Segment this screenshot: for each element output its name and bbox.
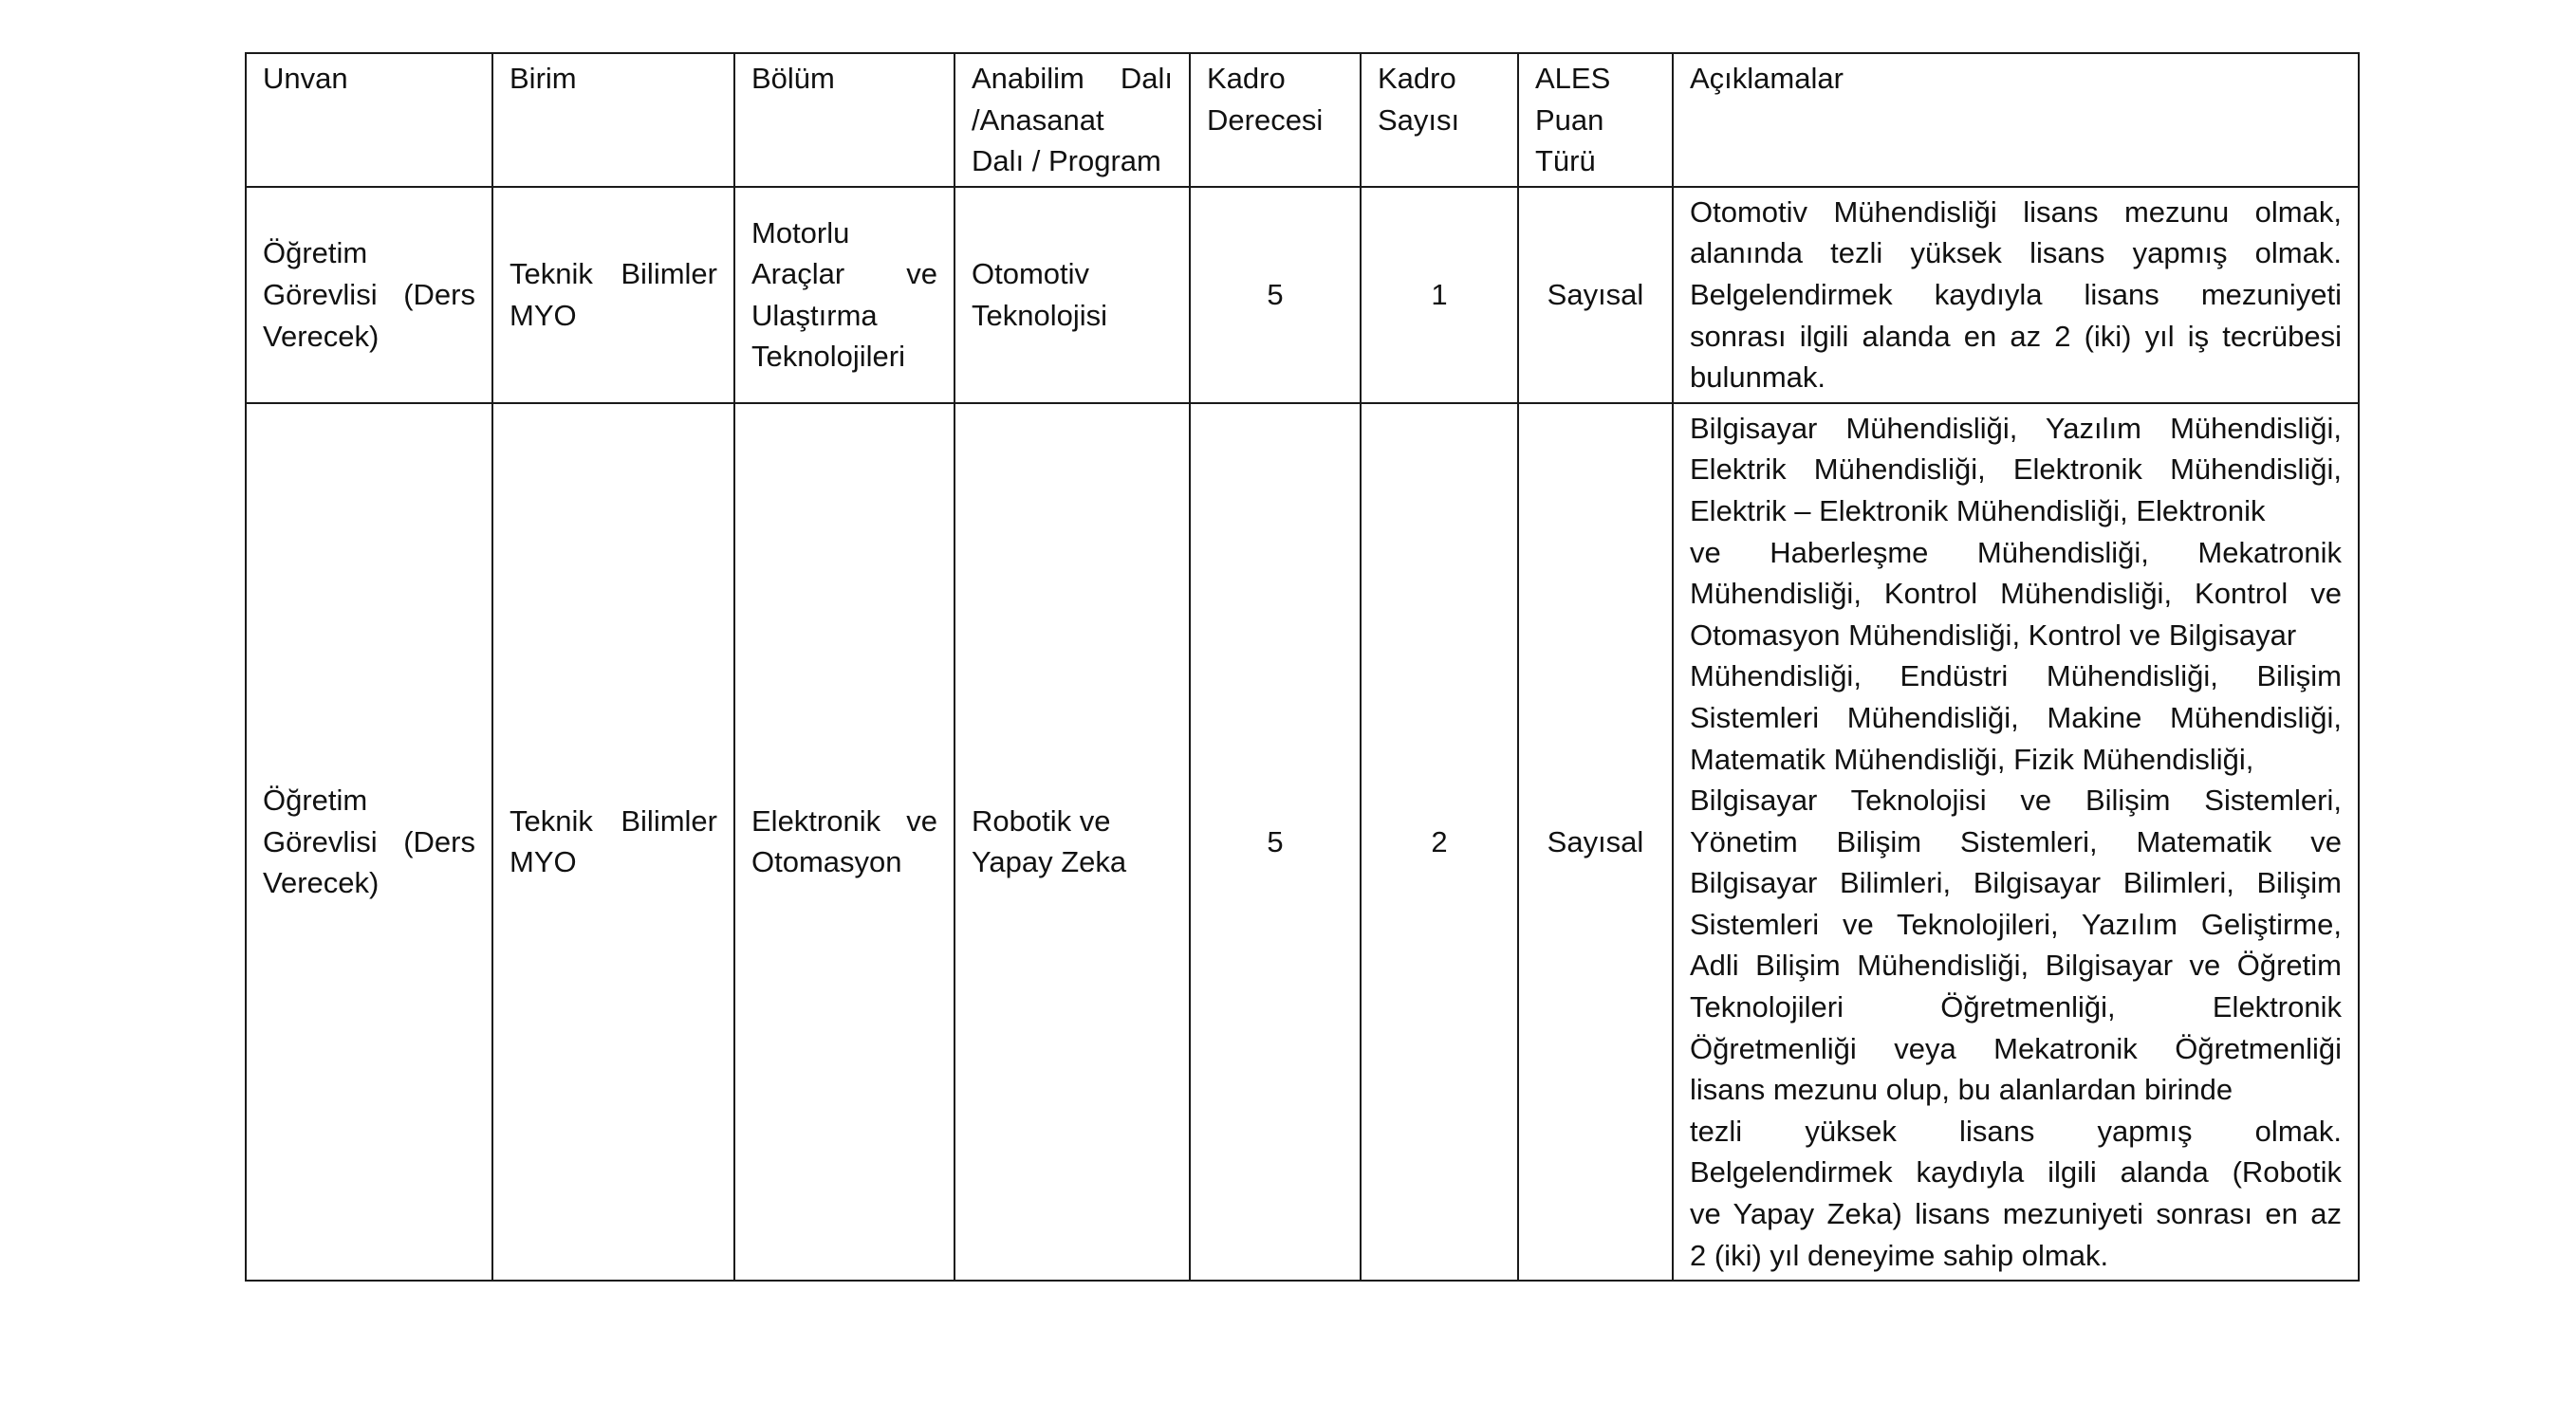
cell-kadro-sayisi: 1 xyxy=(1361,187,1518,403)
table-row xyxy=(246,187,2359,403)
table-row xyxy=(246,403,2359,1281)
header-kadro-sayisi: Kadro Sayısı xyxy=(1361,53,1518,187)
staff-position-table xyxy=(245,52,2360,1282)
cell-ales-puan-turu: Sayısal xyxy=(1518,403,1673,1281)
table-header-row xyxy=(246,53,2359,187)
header-birim: Birim xyxy=(492,53,734,187)
cell-bolum: Elektronik ve Otomasyon xyxy=(734,403,954,1281)
cell-kadro-derecesi: 5 xyxy=(1190,403,1361,1281)
header-unvan: Unvan xyxy=(246,53,492,187)
cell-ales-puan-turu: Sayısal xyxy=(1518,187,1673,403)
cell-birim: Teknik Bilimler MYO xyxy=(492,187,734,403)
header-aciklamalar: Açıklamalar xyxy=(1673,53,2359,187)
cell-anabilim: Robotik ve Yapay Zeka xyxy=(954,403,1190,1281)
cell-kadro-derecesi: 5 xyxy=(1190,187,1361,403)
cell-aciklama: Bilgisayar Mühendisliği, Yazılım Mühendisliği, Elektrik Mühendisliği, Elektronik Mühendisliği, Elektrik – Elektronik Mühendisliği, Elektronik ve Haberleşme Mühendisliği, Mekatronik Mühendisliği, Kontrol Mühendisliği, Kontrol ve Otomasyon Mühendisliği, Kontrol ve Bilgisayar Mühendisliği, Endüstri Mühendisliği, Bilişim Sistemleri Mühendisliği, Makine Mühendisliği, Matematik Mühendisliği, Fizik Mühendisliği, Bilgisayar Teknolojisi ve Bilişim Sistemleri, Yönetim Bilişim Sistemleri, Matematik ve Bilgisayar Bilimleri, Bilgisayar Bilimleri, Bilişim Sistemleri ve Teknolojileri, Yazılım Geliştirme, Adli Bilişim Mühendisliği, Bilgisayar ve Öğretim Teknolojileri Öğretmenliği, Elektronik Öğretmenliği veya Mekatronik Öğretmenliği lisans mezunu olup, bu alanlardan birinde tezli yüksek lisans yapmış olmak. Belgelendirmek kaydıyla ilgili alanda (Robotik ve Yapay Zeka) lisans mezuniyeti sonrası en az 2 (iki) yıl deneyime sahip olmak. xyxy=(1673,403,2359,1281)
header-kadro-derecesi: Kadro Derecesi xyxy=(1190,53,1361,187)
cell-unvan: Öğretim Görevlisi (Ders Verecek) xyxy=(246,403,492,1281)
header-ales-puan-turu: ALES Puan Türü xyxy=(1518,53,1673,187)
cell-unvan: Öğretim Görevlisi (Ders Verecek) xyxy=(246,187,492,403)
header-anabilim: Anabilim Dalı /Anasanat Dalı / Program xyxy=(954,53,1190,187)
cell-aciklama: Otomotiv Mühendisliği lisans mezunu olmak, alanında tezli yüksek lisans yapmış olmak. Belgelendirmek kaydıyla lisans mezuniyeti sonrası ilgili alanda en az 2 (iki) yıl iş tecrübesi bulunmak. xyxy=(1673,187,2359,403)
cell-kadro-sayisi: 2 xyxy=(1361,403,1518,1281)
header-bolum: Bölüm xyxy=(734,53,954,187)
cell-anabilim: Otomotiv Teknolojisi xyxy=(954,187,1190,403)
cell-birim: Teknik Bilimler MYO xyxy=(492,403,734,1281)
cell-bolum: Motorlu Araçlar ve Ulaştırma Teknolojileri xyxy=(734,187,954,403)
